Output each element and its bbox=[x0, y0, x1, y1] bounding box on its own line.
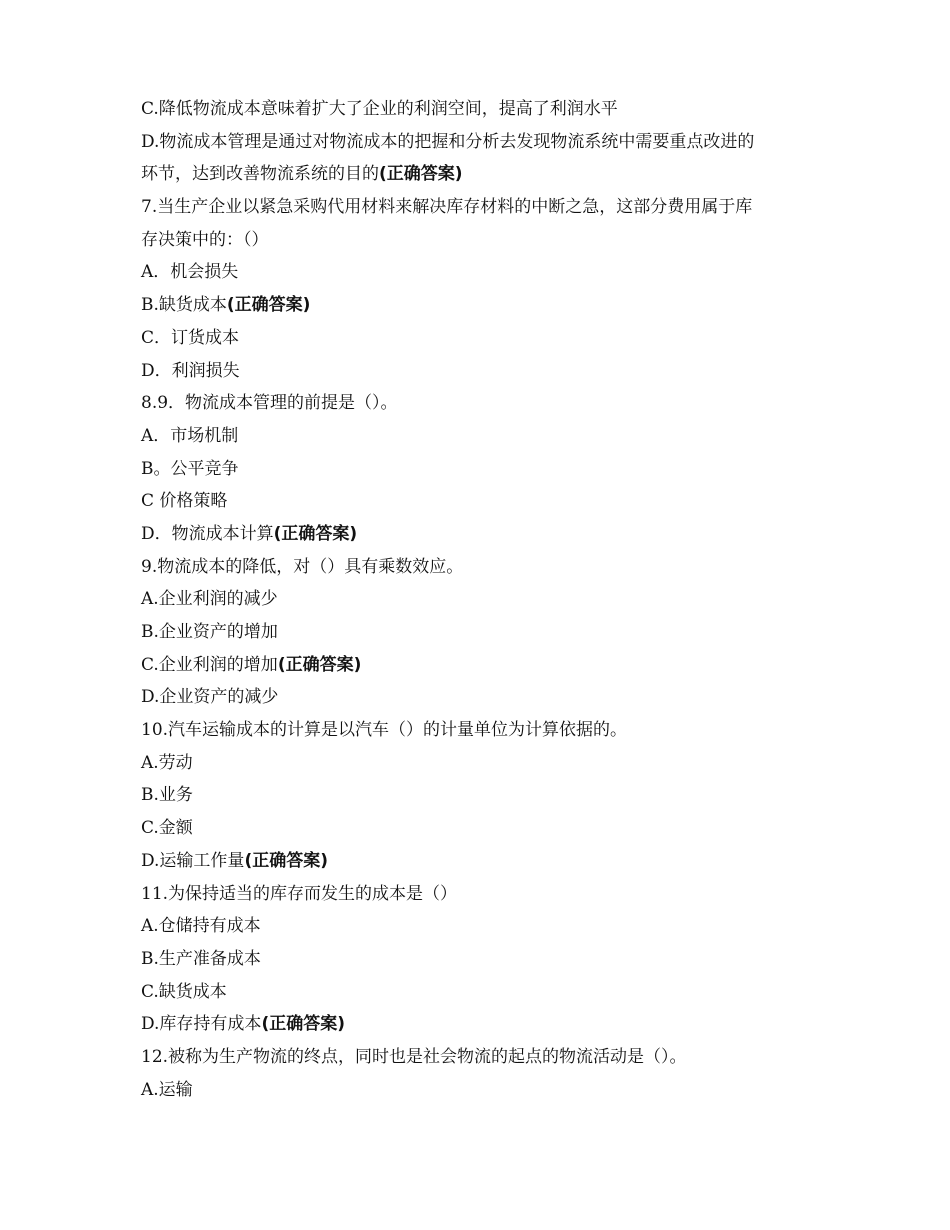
text-line bbox=[141, 518, 821, 551]
line-text: A.仓储持有成本 bbox=[141, 916, 261, 937]
line-text: C.企业利润的增加 bbox=[141, 654, 278, 675]
line-text: 10.汽车运输成本的计算是以汽车（）的计量单位为计算依据的。 bbox=[141, 720, 628, 741]
text-line bbox=[141, 583, 821, 616]
line-text: A．市场机制 bbox=[141, 425, 239, 446]
text-line bbox=[141, 616, 821, 649]
line-text: A.劳动 bbox=[141, 752, 193, 773]
line-text: B.生产准备成本 bbox=[141, 948, 261, 969]
answer-marker: (正确答案) bbox=[379, 164, 463, 185]
text-line bbox=[141, 812, 821, 845]
line-text: D.物流成本管理是通过对物流成本的把握和分析去发现物流系统中需要重点改进的 bbox=[141, 131, 755, 152]
answer-marker: (正确答案) bbox=[261, 1014, 345, 1035]
text-line bbox=[141, 910, 821, 943]
line-text: B.业务 bbox=[141, 785, 193, 806]
text-line bbox=[141, 649, 821, 682]
line-text: 7.当生产企业以紧急采购代用材料来解决库存材料的中断之急，这部分费用属于库 bbox=[141, 197, 753, 218]
line-text: A.企业利润的减少 bbox=[141, 589, 278, 610]
text-line bbox=[141, 322, 821, 355]
text-line bbox=[141, 126, 821, 159]
answer-marker: (正确答案) bbox=[226, 295, 311, 316]
text-line bbox=[141, 1074, 821, 1107]
text-line bbox=[141, 845, 821, 878]
text-line bbox=[141, 453, 821, 486]
line-text: C．订货成本 bbox=[141, 327, 240, 348]
line-text: A．机会损失 bbox=[141, 262, 239, 283]
text-line bbox=[141, 779, 821, 812]
text-line bbox=[141, 158, 821, 191]
text-line bbox=[141, 420, 821, 453]
line-text: B。公平竞争 bbox=[141, 458, 239, 479]
text-line bbox=[141, 1041, 821, 1074]
text-line bbox=[141, 191, 821, 224]
text-line bbox=[141, 256, 821, 289]
text-line bbox=[141, 714, 821, 747]
line-text: D．利润损失 bbox=[141, 360, 240, 381]
text-line bbox=[141, 355, 821, 388]
line-text: B.缺货成本 bbox=[141, 295, 227, 316]
line-text: 12.被称为生产物流的终点，同时也是社会物流的起点的物流活动是（）。 bbox=[141, 1046, 687, 1067]
line-text: A.运输 bbox=[141, 1079, 193, 1100]
text-line bbox=[141, 485, 821, 518]
text-line bbox=[141, 747, 821, 780]
text-line bbox=[141, 387, 821, 420]
text-line bbox=[141, 289, 821, 322]
line-text: C.缺货成本 bbox=[141, 981, 227, 1002]
text-line bbox=[141, 878, 821, 911]
text-line bbox=[141, 224, 821, 257]
line-text: D.企业资产的减少 bbox=[141, 687, 279, 708]
text-line bbox=[141, 943, 821, 976]
question-text-body bbox=[141, 93, 821, 1106]
line-text: D．物流成本计算 bbox=[141, 523, 274, 544]
line-text: B.企业资产的增加 bbox=[141, 622, 278, 642]
text-line bbox=[141, 551, 821, 584]
line-text: C.降低物流成本意味着扩大了企业的利润空间，提高了利润水平 bbox=[141, 99, 618, 119]
line-text: D.运输工作量 bbox=[141, 850, 245, 871]
answer-marker: (正确答案) bbox=[277, 654, 362, 675]
line-text: 8.9．物流成本管理的前提是（）。 bbox=[141, 393, 398, 414]
text-line bbox=[141, 976, 821, 1009]
line-text: C 价格策略 bbox=[141, 491, 228, 512]
text-line bbox=[141, 1008, 821, 1041]
text-line bbox=[141, 681, 821, 714]
line-text: C.金额 bbox=[141, 818, 193, 839]
line-text: 11.为保持适当的库存而发生的成本是（） bbox=[141, 883, 458, 904]
line-text: 环节，达到改善物流系统的目的 bbox=[141, 164, 379, 185]
line-text: D.库存持有成本 bbox=[141, 1014, 262, 1035]
text-line bbox=[141, 93, 821, 126]
answer-marker: (正确答案) bbox=[244, 850, 328, 871]
line-text: 9.物流成本的降低，对（）具有乘数效应。 bbox=[141, 556, 464, 577]
answer-marker: (正确答案) bbox=[273, 523, 358, 544]
line-text: 存决策中的：（） bbox=[141, 229, 269, 250]
